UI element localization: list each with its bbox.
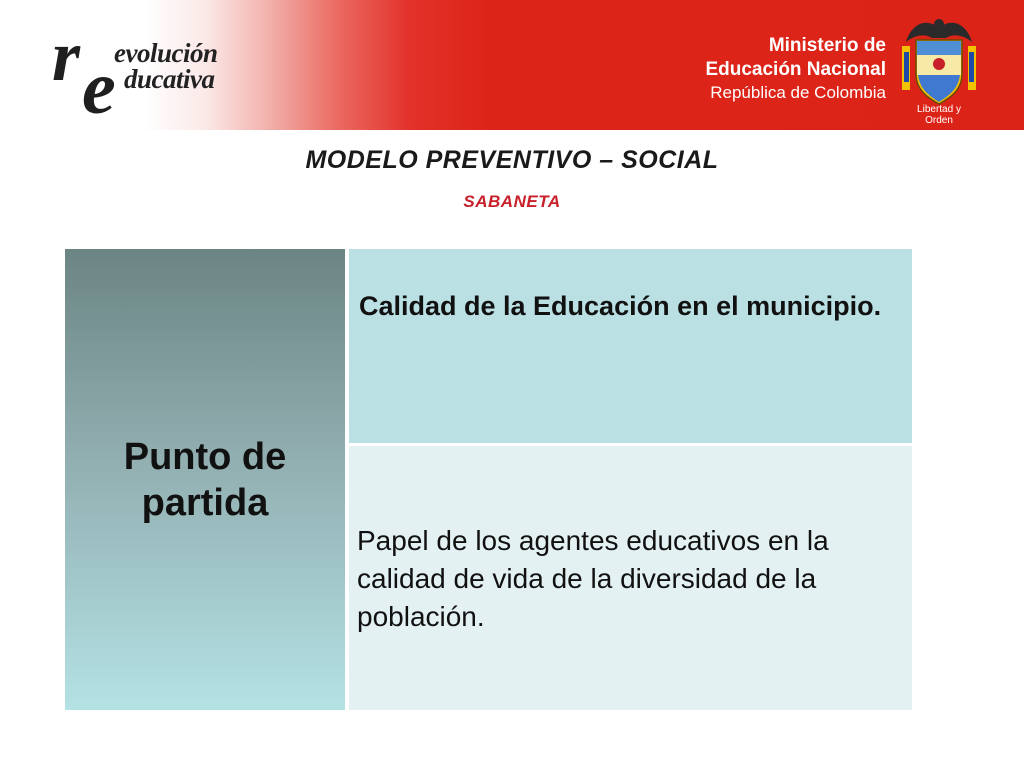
table-top-right-cell [349, 249, 912, 443]
papel-agentes-text: Papel de los agentes educativos en la calidad de vida de la diversidad de la población. [357, 525, 829, 632]
punto-de-partida-label: Punto de partida [123, 435, 287, 524]
table-bottom-right-cell [349, 446, 912, 710]
revolucion-educativa-logo [52, 16, 267, 130]
logo-letter-e: e [82, 46, 116, 130]
calidad-educacion-text: Calidad de la Educación en el municipio. [359, 291, 882, 321]
table-left-cell [65, 249, 345, 710]
logo-letter-r: r [52, 16, 81, 96]
slide-title: MODELO PREVENTIVO – SOCIAL [305, 146, 719, 174]
ministry-line-3: República de Colombia [710, 83, 886, 102]
ministry-line-2: Educación Nacional [705, 59, 886, 80]
logo-word-evolucion: evolución [114, 38, 218, 68]
slide-subtitle: SABANETA [463, 192, 561, 211]
crest-motto: Libertad y Orden [917, 104, 961, 126]
logo-word-ducativa: ducativa [124, 64, 215, 94]
ministry-name [705, 34, 886, 104]
ministry-line-1: Ministerio de [768, 35, 886, 56]
